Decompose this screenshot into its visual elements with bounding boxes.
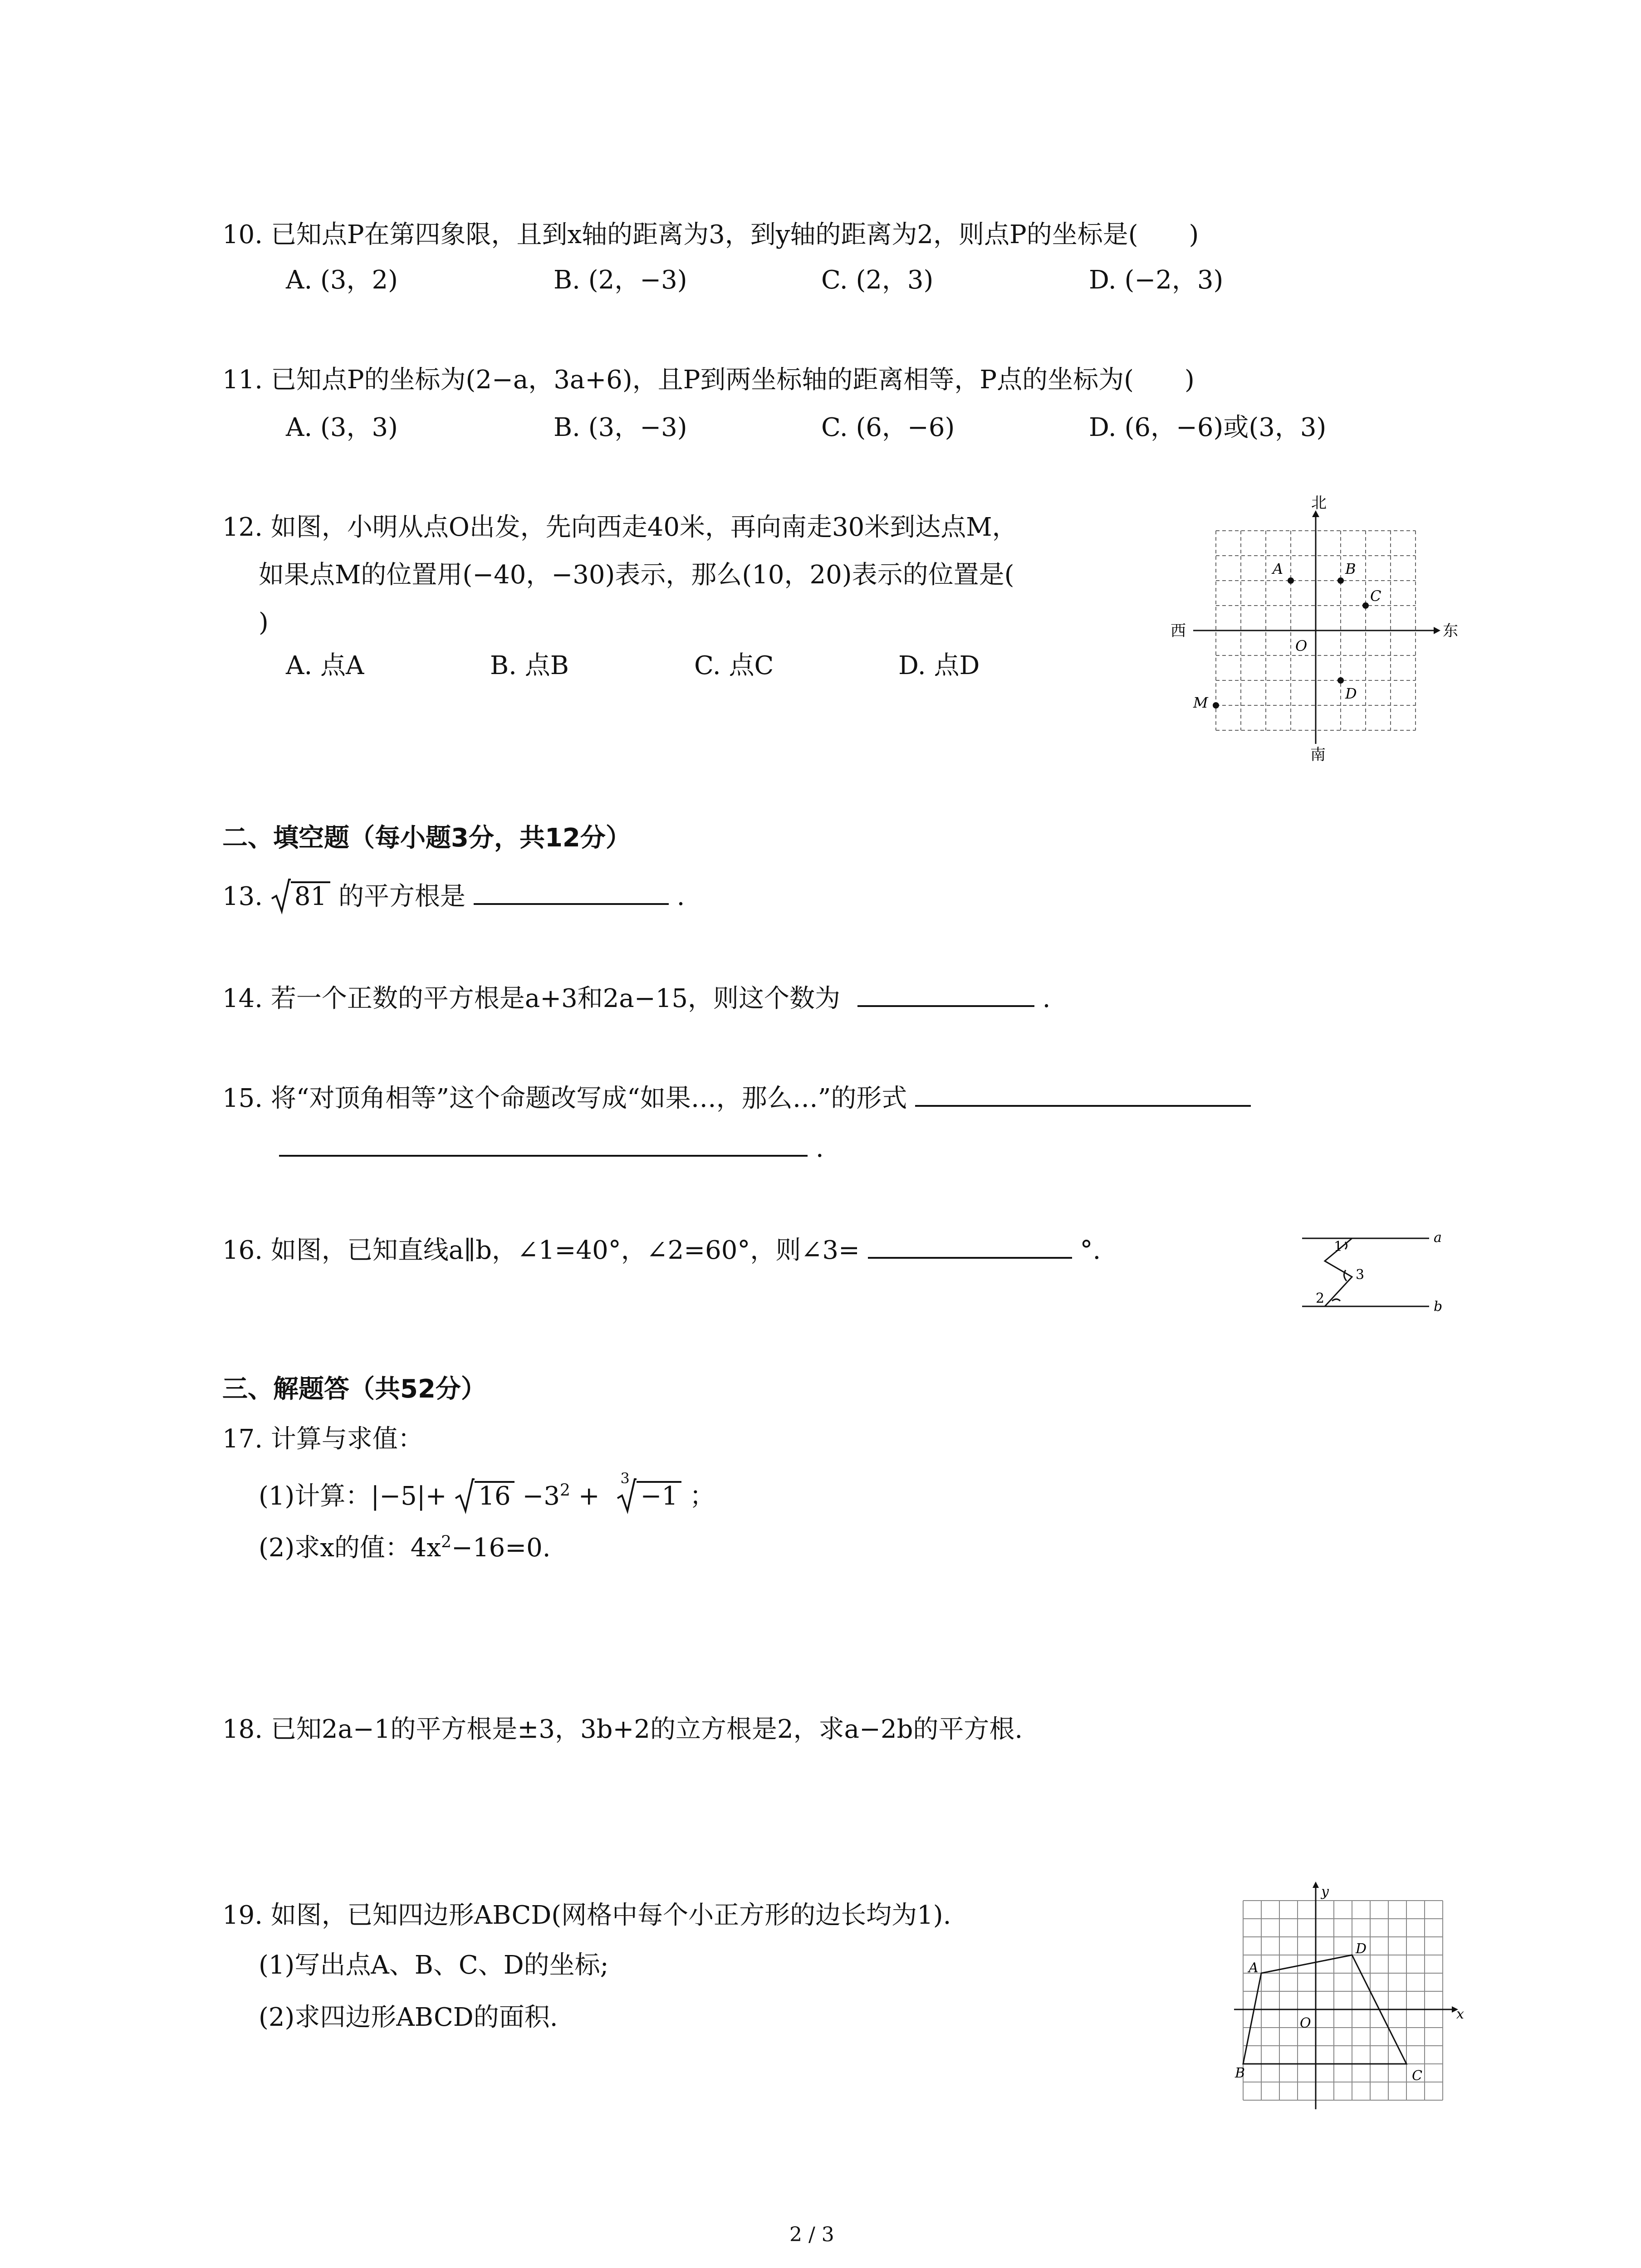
- q16-line: [222, 1232, 1101, 1263]
- q12-label-west: 西: [1171, 622, 1186, 640]
- q16-text: 16. 如图，已知直线a∥b，∠1=40°，∠2=60°，则∠3=: [222, 1236, 860, 1265]
- q17-p1-exp: 2: [559, 1481, 570, 1500]
- q12-label-east: 东: [1443, 622, 1458, 640]
- q17-p2-exp: 2: [441, 1533, 452, 1552]
- q12-label-o: O: [1295, 637, 1308, 655]
- q19-stem: 19. 如图，已知四边形ABCD(网格中每个小正方形的边长均为1).: [222, 1901, 951, 1930]
- q11-stem: 11. 已知点P的坐标为(2−a，3a+6)，且P到两坐标轴的距离相等，P点的坐标为( ): [222, 365, 1195, 395]
- q17-cbrt-index: 3: [620, 1470, 630, 1487]
- q12-label-b: B: [1345, 560, 1356, 577]
- q18-text: 18. 已知2a−1的平方根是±3，3b+2的立方根是2，求a−2b的平方根.: [222, 1715, 1023, 1744]
- q12-label-a: A: [1273, 560, 1283, 577]
- q15-text: 15. 将“对顶角相等”这个命题改写成“如果…，那么…”的形式: [222, 1084, 907, 1113]
- q12-stem-line2: 如果点M的位置用(−40，−30)表示，那么(10，20)表示的位置是(: [259, 560, 1014, 590]
- q17-cbrt-radicand: −1: [637, 1481, 681, 1509]
- q14-text: 14. 若一个正数的平方根是a+3和2a−15，则这个数为: [222, 984, 840, 1013]
- q10-option-d: D. (−2，3): [1089, 265, 1224, 295]
- q17-p2-end: −16=0.: [451, 1533, 551, 1563]
- q17-p1-mid: −3: [522, 1481, 560, 1511]
- q11-option-a: A. (3，3): [286, 413, 398, 442]
- q19-part1: (1)写出点A、B、C、D的坐标;: [259, 1950, 609, 1980]
- q12-option-a: A. 点A: [286, 651, 364, 680]
- q12-compass-grid-figure: [1171, 494, 1458, 764]
- q19-label-d: D: [1356, 1941, 1367, 1957]
- page-number: 2 / 3: [789, 2223, 834, 2246]
- q17-title: 17. 计算与求值：: [222, 1424, 423, 1454]
- q12-stem-line1: 12. 如图，小明从点O出发，先向西走40米，再向南走30米到达点M，: [222, 513, 1018, 542]
- q10-option-b: B. (2，−3): [554, 265, 687, 295]
- q13-line: [222, 878, 685, 909]
- q19-quadrilateral-figure: [1225, 1882, 1464, 2123]
- q17-p2-prefix: (2)求x的值：4x: [259, 1533, 441, 1563]
- q12-point-c: [1362, 602, 1369, 609]
- q19-label-c: C: [1412, 2068, 1422, 2084]
- q16-label-1: 1: [1334, 1239, 1343, 1255]
- q13-answer-blank[interactable]: [474, 878, 669, 905]
- q15-line2: [279, 1129, 824, 1161]
- q12-option-d: D. 点D: [898, 651, 980, 680]
- q11-option-c: C. (6，−6): [821, 413, 955, 442]
- q10-stem: 10. 已知点P在第四象限，且到x轴的距离为3，到y轴的距离为2，则点P的坐标是( ): [222, 220, 1199, 249]
- q16-answer-blank[interactable]: [868, 1232, 1072, 1259]
- q12-point-d: [1337, 677, 1344, 684]
- q15-answer-blank-2[interactable]: [279, 1129, 808, 1157]
- q10-option-c: C. (2，3): [821, 265, 934, 295]
- q14-end: .: [1042, 984, 1051, 1013]
- q14-line: [222, 980, 1050, 1012]
- q17-part1: [259, 1470, 715, 1511]
- q17-cbrt: [617, 1470, 681, 1511]
- q16-end: °.: [1080, 1236, 1101, 1265]
- q17-sqrt-radicand: 16: [475, 1481, 514, 1509]
- q12-label-m: M: [1193, 694, 1208, 711]
- q13-text: 的平方根是: [338, 882, 465, 911]
- q15-end: .: [815, 1134, 824, 1163]
- q16-label-a: a: [1434, 1230, 1442, 1246]
- q13-number: 13.: [222, 882, 263, 911]
- q19-part2: (2)求四边形ABCD的面积.: [259, 2003, 558, 2032]
- q11-option-d: D. (6，−6)或(3，3): [1089, 413, 1327, 442]
- q17-part2: [259, 1535, 551, 1561]
- q12-option-b: B. 点B: [490, 651, 569, 680]
- q17-p1-end: ；: [689, 1481, 715, 1511]
- q16-label-b: b: [1434, 1299, 1443, 1315]
- q11-option-b: B. (3，−3): [554, 413, 687, 442]
- y-axis-arrow-icon: [1313, 1882, 1319, 1888]
- q14-answer-blank[interactable]: [857, 980, 1034, 1007]
- q16-label-2: 2: [1316, 1290, 1325, 1306]
- q12-point-b: [1337, 577, 1344, 584]
- q15-answer-blank-1[interactable]: [915, 1080, 1251, 1107]
- q16-parallel-lines-figure: [1298, 1220, 1461, 1325]
- q12-option-c: C. 点C: [694, 651, 774, 680]
- q15-line: [222, 1080, 1251, 1111]
- q19-label-a: A: [1249, 1960, 1259, 1976]
- q13-radicand: 81: [291, 881, 330, 909]
- q12-label-north: 北: [1311, 494, 1327, 512]
- q13-sqrt: [271, 881, 330, 909]
- q17-p1-prefix: (1)计算：|−5|+: [259, 1481, 447, 1511]
- q12-label-d: D: [1345, 685, 1357, 702]
- q17-p1-plus: +: [578, 1481, 600, 1511]
- q17-sqrt: [455, 1481, 514, 1509]
- q19-label-b: B: [1235, 2065, 1245, 2081]
- east-arrow-icon: [1434, 627, 1440, 634]
- q12-point-a: [1288, 577, 1294, 584]
- q12-label-south: 南: [1310, 746, 1326, 764]
- q19-label-o: O: [1300, 2015, 1311, 2031]
- section2-title: 二、填空题（每小题3分，共12分）: [222, 823, 631, 853]
- section3-title: 三、解题答（共52分）: [222, 1374, 486, 1404]
- q16-label-3: 3: [1356, 1267, 1365, 1283]
- q10-option-a: A. (3，2): [286, 265, 398, 295]
- q13-end: .: [676, 882, 685, 911]
- q12-label-c: C: [1370, 587, 1381, 605]
- q19-label-y: y: [1321, 1884, 1329, 1900]
- q12-stem-line3: ): [259, 608, 269, 637]
- q12-point-m: [1213, 702, 1219, 709]
- q19-label-x: x: [1456, 2006, 1464, 2022]
